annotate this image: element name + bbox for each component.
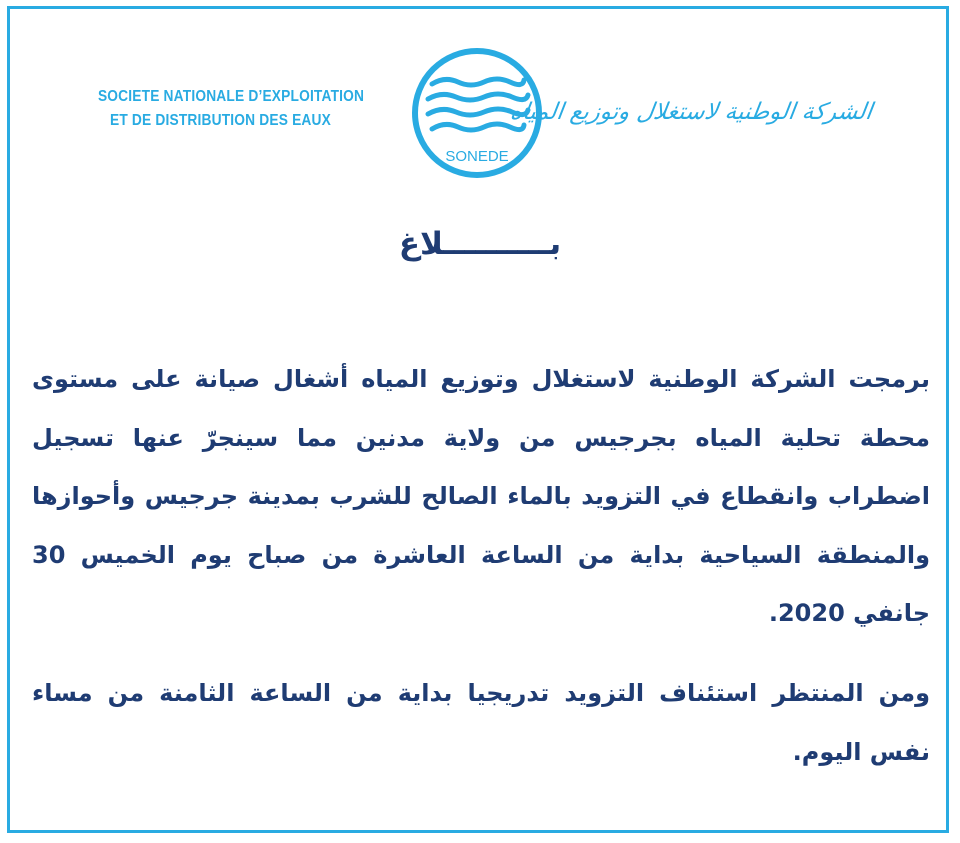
company-name-arabic: الشركة الوطنية لاستغلال وتوزيع المياه xyxy=(508,99,874,125)
notice-paragraph-1: برمجت الشركة الوطنية لاستغلال وتوزيع المياه أشغال صيانة على مستوى محطة تحلية المياه بجرجيس من ولاية مدنين مما سينجرّ عنها تسجيل اضطراب وانقطاع في التزويد بالماء الصالح للشرب بمدينة جرجيس وأحوازها والمنطقة السياحية بداية من الساعة العاشرة من صباح يوم الخميس 30 جانفي 2020. xyxy=(32,365,930,627)
notice-paragraph-2: ومن المنتظر استئناف التزويد تدريجيا بداية من الساعة الثامنة من مساء نفس اليوم. xyxy=(32,679,930,766)
notice-title: بــــــــــلاغ xyxy=(398,226,562,262)
company-name-french-line1: SOCIETE NATIONALE D’EXPLOITATION xyxy=(97,88,365,105)
sonede-logo-text: SONEDE xyxy=(445,148,509,165)
company-name-french xyxy=(97,85,365,133)
company-name-french-line2: ET DE DISTRIBUTION DES EAUX xyxy=(109,112,331,129)
